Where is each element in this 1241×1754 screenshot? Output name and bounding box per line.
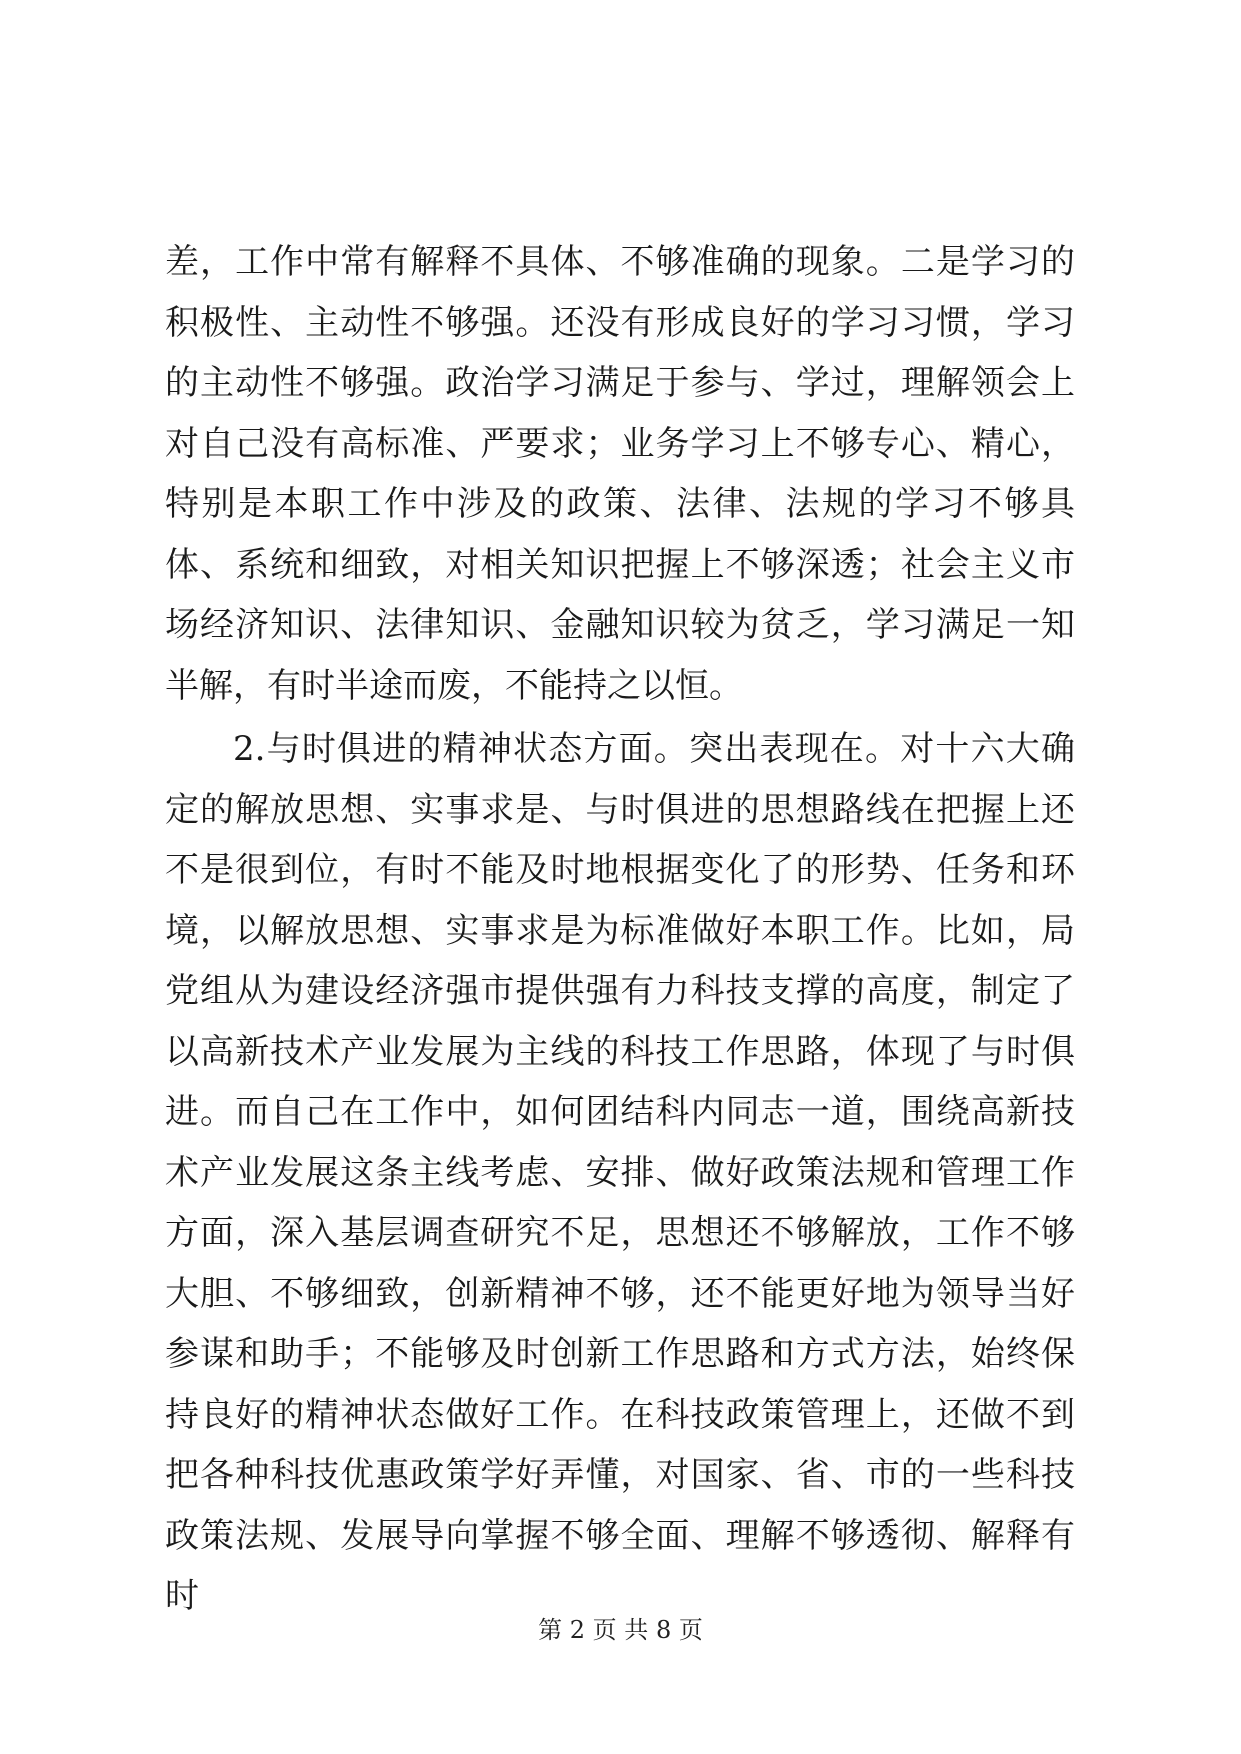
page-footer: 第 2 页 共 8 页 xyxy=(538,1616,703,1644)
body-text xyxy=(165,232,1075,1627)
paragraph-section-2: 2.与时俱进的精神状态方面。突出表现在。对十六大确定的解放思想、实事求是、与时俱进的思想路线在把握上还不是很到位，有时不能及时地根据变化了的形势、任务和环境，以解放思想、实事求是为标准做好本职工作。比如，局党组从为建设经济强市提供强有力科技支撑的高度，制定了以高新技术产业发展为主线的科技工作思路，体现了与时俱进。而自己在工作中，如何团结科内同志一道，围绕高新技术产业发展这条主线考虑、安排、做好政策法规和管理工作方面，深入基层调查研究不足，思想还不够解放，工作不够大胆、不够细致，创新精神不够，还不能更好地为领导当好参谋和助手；不能够及时创新工作思路和方式方法，始终保持良好的精神状态做好工作。在科技政策管理上，还做不到把各种科技优惠政策学好弄懂，对国家、省、市的一些科技政策法规、发展导向掌握不够全面、理解不够透彻、解释有时 xyxy=(165,729,1075,1616)
paragraph-continued: 差，工作中常有解释不具体、不够准确的现象。二是学习的积极性、主动性不够强。还没有形成良好的学习习惯，学习的主动性不够强。政治学习满足于参与、学过，理解领会上对自己没有高标准、严要求；业务学习上不够专心、精心，特别是本职工作中涉及的政策、法律、法规的学习不够具体、系统和细致，对相关知识把握上不够深透；社会主义市场经济知识、法律知识、金融知识较为贫乏，学习满足一知半解，有时半途而废，不能持之以恒。 xyxy=(165,242,1075,706)
